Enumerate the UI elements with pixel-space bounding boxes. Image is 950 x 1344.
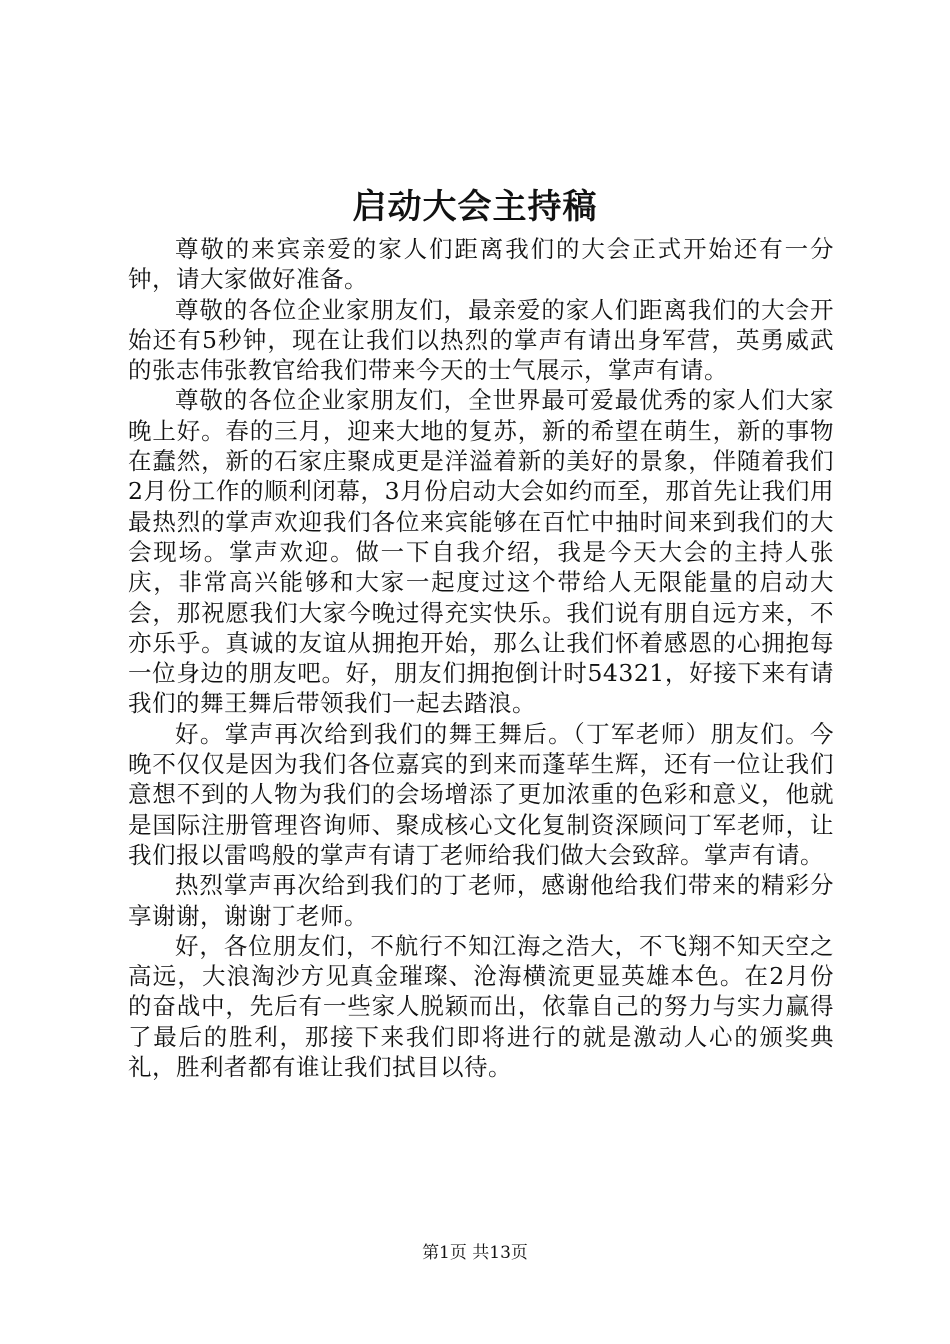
document-title: 启动大会主持稿 <box>352 187 598 227</box>
page-footer: 第1页 共13页 <box>422 1243 528 1263</box>
paragraph: 尊敬的各位企业家朋友们，全世界最可爱最优秀的家人们大家晚上好。春的三月，迎来大地的复苏，新的希望在萌生，新的事物在蠢然，新的石家庄聚成更是洋溢着新的美好的景象，伴随着我们2月份工作的顺利闭幕，3月份启动大会如约而至，那首先让我们用最热烈的掌声欢迎我们各位来宾能够在百忙中抽时间来到我们的大会现场。掌声欢迎。做一下自我介绍，我是今天大会的主持人张庆，非常高兴能够和大家一起度过这个带给人无限能量的启动大会，那祝愿我们大家今晚过得充实快乐。我们说有朋自远方来，不亦乐乎。真诚的友谊从拥抱开始，那么让我们怀着感恩的心拥抱每一位身边的朋友吧。好，朋友们拥抱倒计时54321，好接下来有请我们的舞王舞后带领我们一起去踏浪。 <box>128 386 834 718</box>
paragraph: 尊敬的各位企业家朋友们，最亲爱的家人们距离我们的大会开始还有5秒钟，现在让我们以热烈的掌声有请出身军营，英勇威武的张志伟张教官给我们带来今天的士气展示，掌声有请。 <box>128 295 834 385</box>
document-body <box>128 234 834 1082</box>
paragraph: 好，各位朋友们，不航行不知江海之浩大，不飞翔不知天空之高远，大浪淘沙方见真金璀璨、沧海横流更显英雄本色。在2月份的奋战中，先后有一些家人脱颖而出，依靠自己的努力与实力赢得了最后的胜利，那接下来我们即将进行的就是激动人心的颁奖典礼，胜利者都有谁让我们拭目以待。 <box>128 931 834 1082</box>
paragraph: 尊敬的来宾亲爱的家人们距离我们的大会正式开始还有一分钟，请大家做好准备。 <box>128 235 834 294</box>
paragraph: 热烈掌声再次给到我们的丁老师，感谢他给我们带来的精彩分享谢谢，谢谢丁老师。 <box>128 871 834 930</box>
paragraph: 好。掌声再次给到我们的舞王舞后。（丁军老师）朋友们。今晚不仅仅是因为我们各位嘉宾的到来而蓬荜生辉，还有一位让我们意想不到的人物为我们的会场增添了更加浓重的色彩和意义，他就是国际注册管理咨询师、聚成核心文化复制资深顾问丁军老师，让我们报以雷鸣般的掌声有请丁老师给我们做大会致辞。掌声有请。 <box>128 719 834 869</box>
